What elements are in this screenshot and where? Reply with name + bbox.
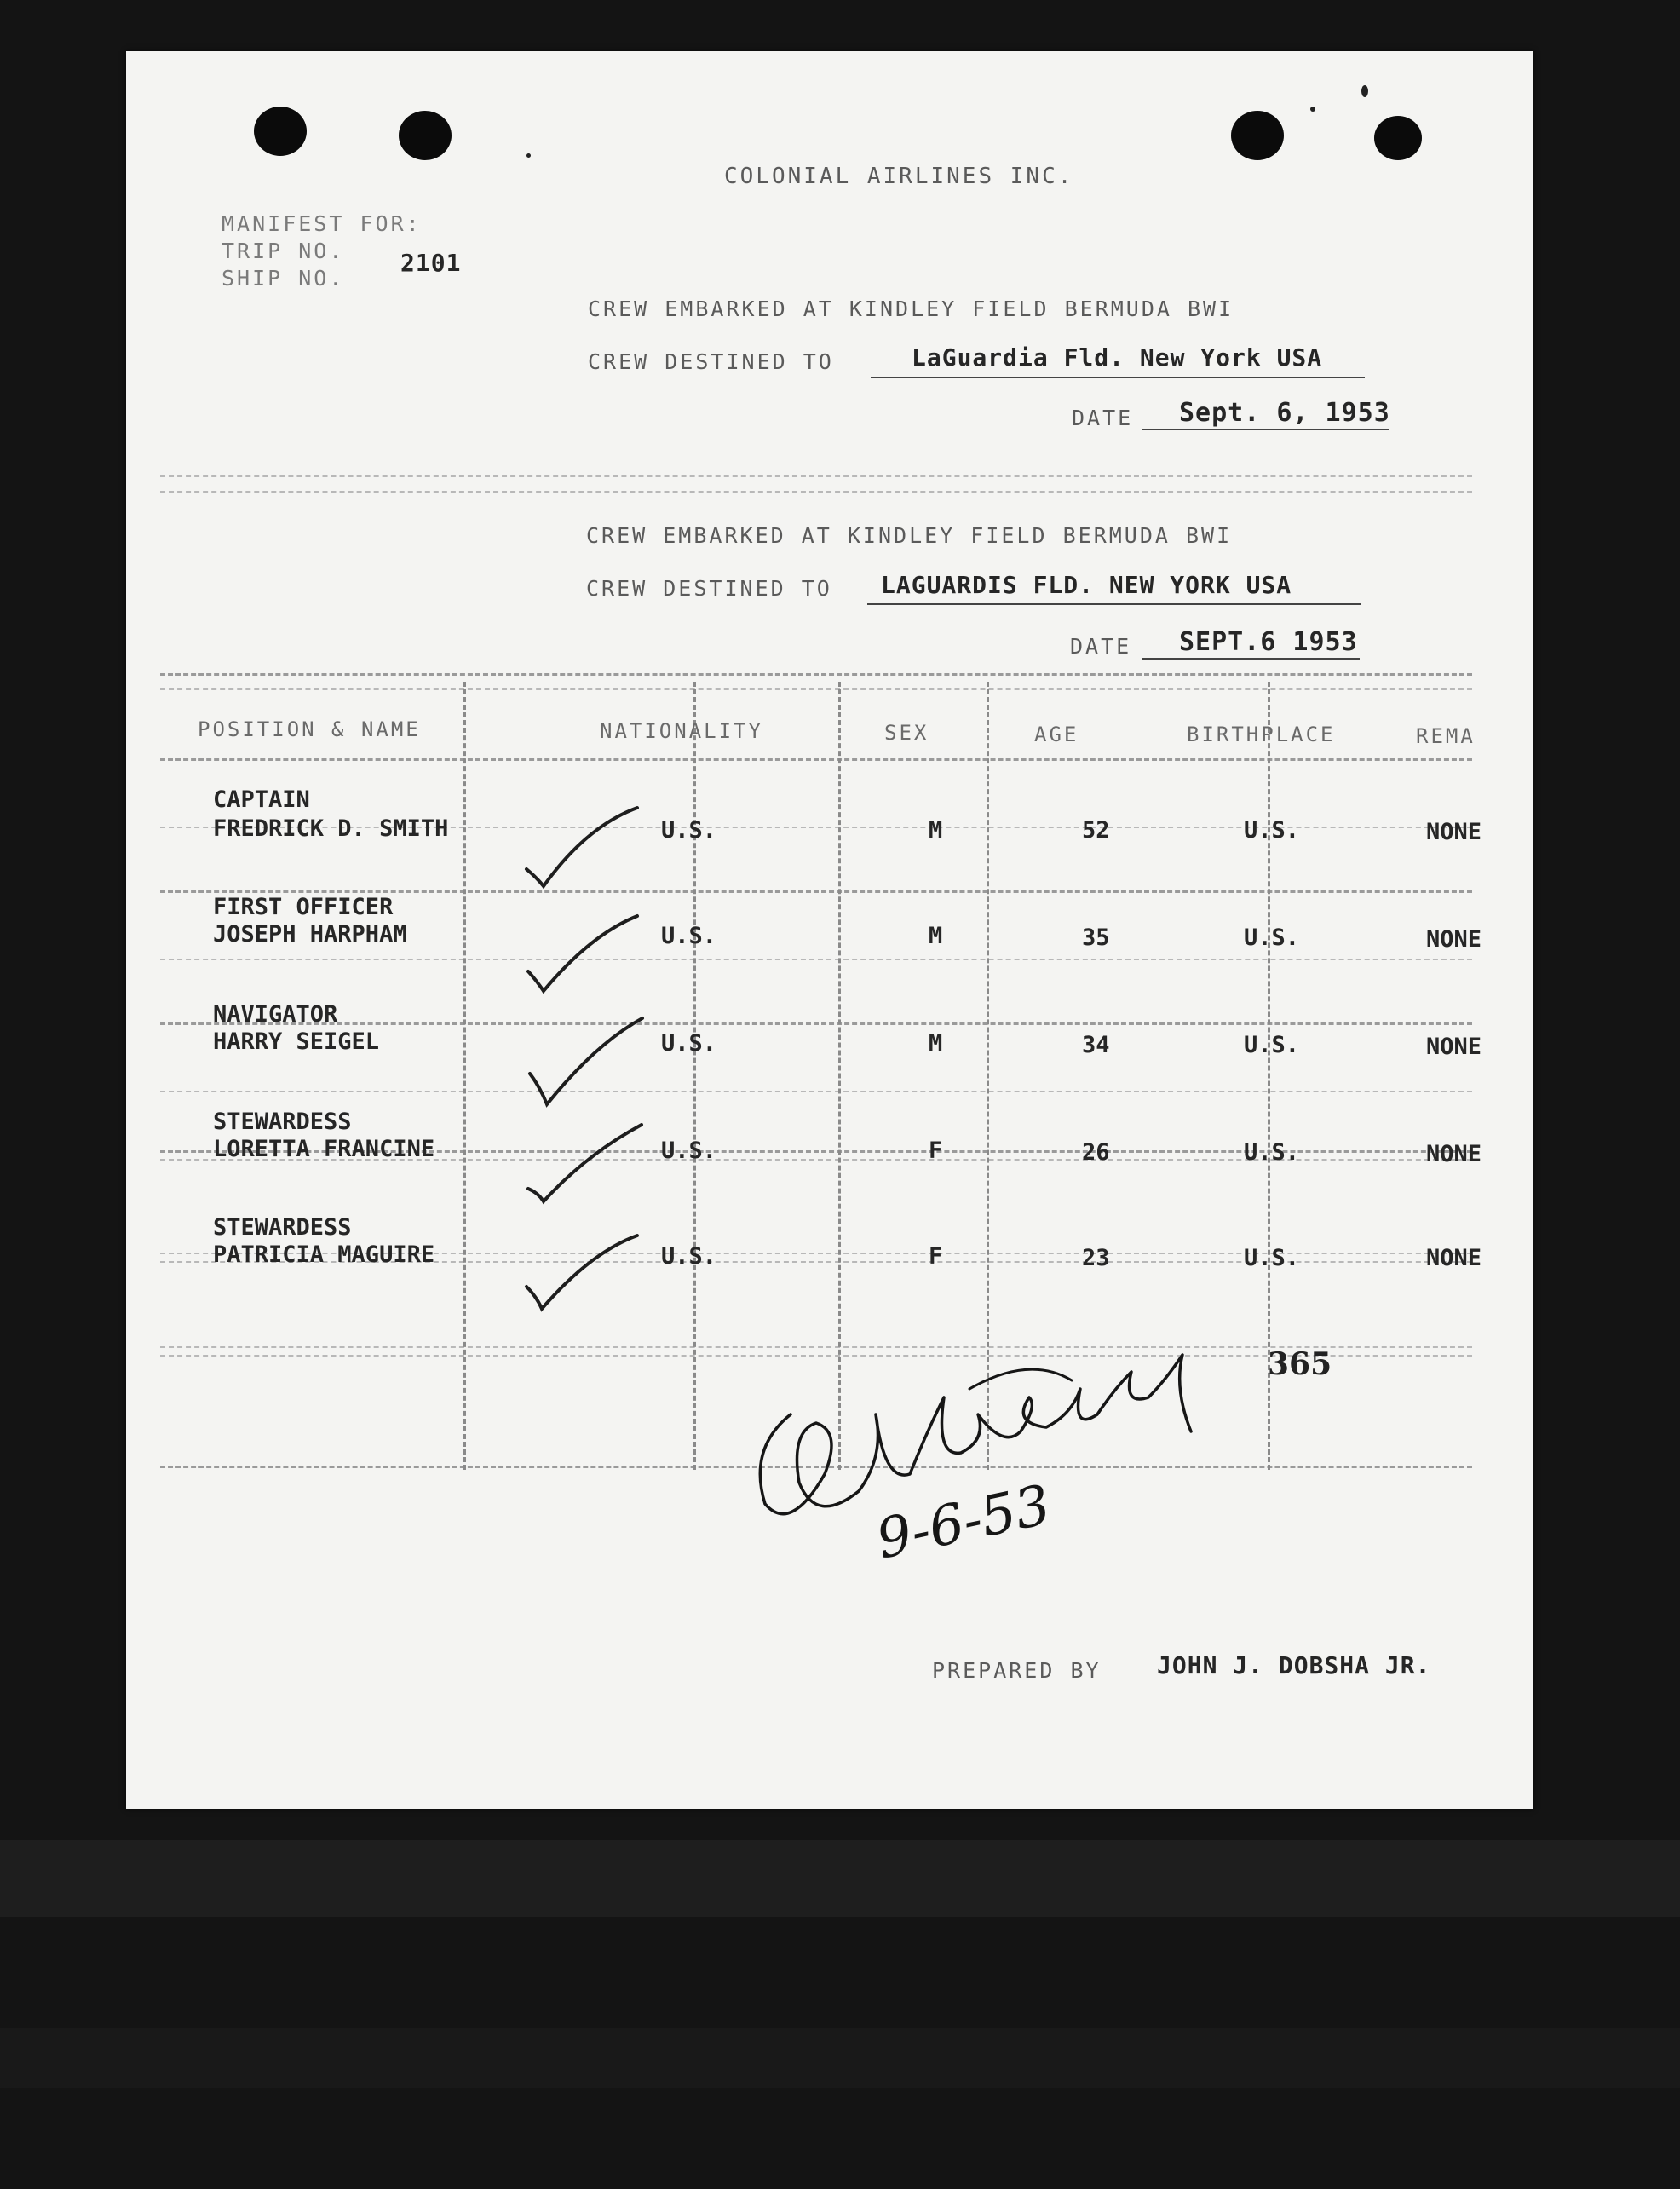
crew-age: 35 xyxy=(1082,925,1110,951)
date-label-2: DATE xyxy=(1070,634,1132,659)
col-header-nationality: NATIONALITY xyxy=(600,719,763,743)
check-mark-icon xyxy=(518,1218,646,1346)
destination-2: LAGUARDIS FLD. NEW YORK USA xyxy=(881,571,1292,599)
film-band xyxy=(0,2028,1680,2088)
row-rule xyxy=(160,959,1472,960)
table-top-rule xyxy=(160,673,1472,676)
crew-age: 23 xyxy=(1082,1245,1110,1271)
film-band xyxy=(0,1840,1680,1917)
punch-hole xyxy=(1374,116,1422,160)
crew-age: 26 xyxy=(1082,1139,1110,1166)
crew-nationality: U.S. xyxy=(661,1138,717,1164)
destination-underline xyxy=(871,377,1365,378)
crew-name: LORETTA FRANCINE xyxy=(213,1136,435,1162)
separator xyxy=(160,491,1472,493)
crew-position: NAVIGATOR xyxy=(213,1001,338,1028)
destination-1: LaGuardia Fld. New York USA xyxy=(912,343,1323,372)
crew-birthplace: U.S. xyxy=(1244,817,1300,844)
crew-nationality: U.S. xyxy=(661,1030,717,1057)
col-header-sex: SEX xyxy=(884,721,929,745)
crew-remarks: NONE xyxy=(1426,819,1482,845)
crew-name: FREDRICK D. SMITH xyxy=(213,815,449,842)
speck xyxy=(526,153,531,158)
speck xyxy=(1361,85,1368,97)
destined-label-1: CREW DESTINED TO xyxy=(588,349,834,374)
crew-sex: M xyxy=(929,817,943,844)
date-underline xyxy=(1142,429,1389,430)
crew-nationality: U.S. xyxy=(661,1243,717,1270)
row-rule xyxy=(160,1022,1472,1025)
trip-label: TRIP NO. xyxy=(222,239,345,263)
crew-sex: M xyxy=(929,923,943,949)
check-mark-icon xyxy=(523,1005,651,1133)
embarked-line-2: CREW EMBARKED AT KINDLEY FIELD BERMUDA BWI xyxy=(586,523,1233,548)
trip-number: 2101 xyxy=(400,249,462,277)
prepared-by-label: PREPARED BY xyxy=(932,1658,1102,1683)
manifest-for-label: MANIFEST FOR: xyxy=(222,211,422,236)
crew-position: FIRST OFFICER xyxy=(213,894,394,920)
crew-nationality: U.S. xyxy=(661,923,717,949)
crew-sex: F xyxy=(929,1243,943,1270)
speck xyxy=(1310,107,1315,112)
date-label-1: DATE xyxy=(1072,406,1134,430)
table-top-rule xyxy=(160,688,1472,690)
crew-birthplace: U.S. xyxy=(1244,925,1300,951)
destined-label-2: CREW DESTINED TO xyxy=(586,576,832,601)
crew-remarks: NONE xyxy=(1426,1141,1482,1167)
column-divider xyxy=(693,682,696,1470)
crew-birthplace: U.S. xyxy=(1244,1032,1300,1058)
crew-birthplace: U.S. xyxy=(1244,1245,1300,1271)
crew-position: STEWARDESS xyxy=(213,1109,352,1135)
row-rule xyxy=(160,1091,1472,1092)
punch-hole xyxy=(1231,111,1284,160)
crew-name: PATRICIA MAGUIRE xyxy=(213,1241,435,1268)
stamp-number: 365 xyxy=(1268,1346,1332,1382)
date-2: SEPT.6 1953 xyxy=(1179,627,1358,657)
crew-remarks: NONE xyxy=(1426,1245,1482,1271)
crew-name: HARRY SEIGEL xyxy=(213,1028,380,1055)
crew-nationality: U.S. xyxy=(661,817,717,844)
date-1: Sept. 6, 1953 xyxy=(1179,398,1390,428)
col-header-position: POSITION & NAME xyxy=(198,717,421,741)
crew-remarks: NONE xyxy=(1426,1034,1482,1060)
crew-age: 34 xyxy=(1082,1032,1110,1058)
header-rule xyxy=(160,758,1472,761)
crew-age: 52 xyxy=(1082,817,1110,844)
column-divider xyxy=(463,682,466,1470)
col-header-remarks: REMA xyxy=(1416,724,1476,748)
date-underline xyxy=(1142,658,1360,660)
crew-remarks: NONE xyxy=(1426,926,1482,953)
embarked-line-1: CREW EMBARKED AT KINDLEY FIELD BERMUDA BWI xyxy=(588,297,1234,321)
crew-position: CAPTAIN xyxy=(213,786,310,813)
prepared-by-name: JOHN J. DOBSHA JR. xyxy=(1157,1651,1431,1679)
inspection-date: 9-6-53 xyxy=(871,1473,1056,1572)
crew-name: JOSEPH HARPHAM xyxy=(213,921,407,948)
col-header-birthplace: BIRTHPLACE xyxy=(1187,723,1336,746)
crew-position: STEWARDESS xyxy=(213,1214,352,1241)
crew-sex: M xyxy=(929,1030,943,1057)
destination-underline xyxy=(867,603,1361,605)
manifest-page xyxy=(126,51,1533,1809)
crew-birthplace: U.S. xyxy=(1244,1139,1300,1166)
col-header-age: AGE xyxy=(1034,723,1079,746)
punch-hole xyxy=(254,107,307,156)
crew-sex: F xyxy=(929,1138,943,1164)
ship-label: SHIP NO. xyxy=(222,266,345,291)
punch-hole xyxy=(399,111,452,160)
company-name: COLONIAL AIRLINES INC. xyxy=(724,164,1074,189)
separator xyxy=(160,475,1472,477)
